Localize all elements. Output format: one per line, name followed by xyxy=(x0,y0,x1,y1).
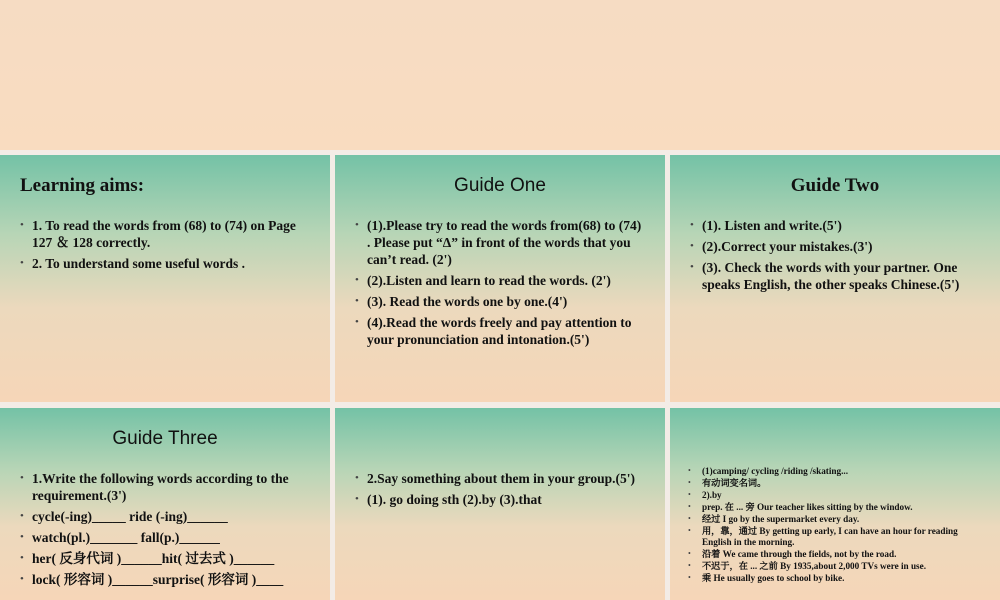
slide-learning-aims[interactable] xyxy=(0,155,330,402)
list-item: • 2.Say something about them in your group.(5') xyxy=(355,470,647,487)
bullet-list xyxy=(688,466,986,585)
list-item: • (1). Listen and write.(5') xyxy=(690,217,982,234)
slide-title: Guide Three xyxy=(112,428,218,449)
top-banner xyxy=(0,0,1000,150)
list-item: • 用，靠，通过 By getting up early, I can have an hour for reading English in the morning. xyxy=(688,526,986,547)
list-item: • 1. To read the words from (68) to (74) on Page 127 ＆ 128 correctly. xyxy=(20,217,312,251)
list-item: • 经过 I go by the supermarket every day. xyxy=(688,514,986,525)
slide-group-talk[interactable] xyxy=(335,408,665,600)
slide-guide-three[interactable] xyxy=(0,408,330,600)
list-item: • 沿着 We came through the fields, not by the road. xyxy=(688,549,986,560)
list-item: • 1.Write the following words according to the requirement.(3') xyxy=(20,470,312,504)
bullet-list xyxy=(20,217,312,276)
list-item: • (4).Read the words freely and pay attention to your pronunciation and intonation.(5') xyxy=(355,314,647,348)
list-item: • (2).Correct your mistakes.(3') xyxy=(690,238,982,255)
list-item: • 2).by xyxy=(688,490,986,501)
list-item: • 乘 He usually goes to school by bike. xyxy=(688,573,986,584)
slide-guide-one[interactable] xyxy=(335,155,665,402)
list-item: • (1)camping/ cycling /riding /skating... xyxy=(688,466,986,477)
bullet-list xyxy=(355,470,647,512)
bullet-list xyxy=(690,217,982,297)
list-item: • 有动词变名词。 xyxy=(688,478,986,489)
bullet-list xyxy=(20,470,312,592)
list-item: • (3). Read the words one by one.(4') xyxy=(355,293,647,310)
list-item: • 2. To understand some useful words . xyxy=(20,255,312,272)
list-item: • (1). go doing sth (2).by (3).that xyxy=(355,491,647,508)
bullet-list xyxy=(355,217,647,352)
slide-title: Learning aims: xyxy=(20,175,145,196)
list-item: • (2).Listen and learn to read the words. (2') xyxy=(355,272,647,289)
slide-title: Guide Two xyxy=(790,175,880,196)
list-item: • (3). Check the words with your partner. One speaks English, the other speaks Chinese.(5') xyxy=(690,259,982,293)
slide-title: Guide One xyxy=(454,175,546,196)
list-item: • her( 反身代词 )______hit( 过去式 )______ xyxy=(20,550,312,567)
list-item: • watch(pl.)_______ fall(p.)______ xyxy=(20,529,312,546)
list-item: • 不迟于，在 ... 之前 By 1935,about 2,000 TVs were in use. xyxy=(688,561,986,572)
list-item: • cycle(-ing)_____ ride (-ing)______ xyxy=(20,508,312,525)
slide-notes-by[interactable] xyxy=(670,408,1000,600)
list-item: • (1).Please try to read the words from(68) to (74) . Please put “Δ” in front of the words that you can’t read. (2') xyxy=(355,217,647,268)
list-item: • prep. 在 ... 旁 Our teacher likes sitting by the window. xyxy=(688,502,986,513)
list-item: • lock( 形容词 )______surprise( 形容词 )____ xyxy=(20,571,312,588)
slide-guide-two[interactable] xyxy=(670,155,1000,402)
